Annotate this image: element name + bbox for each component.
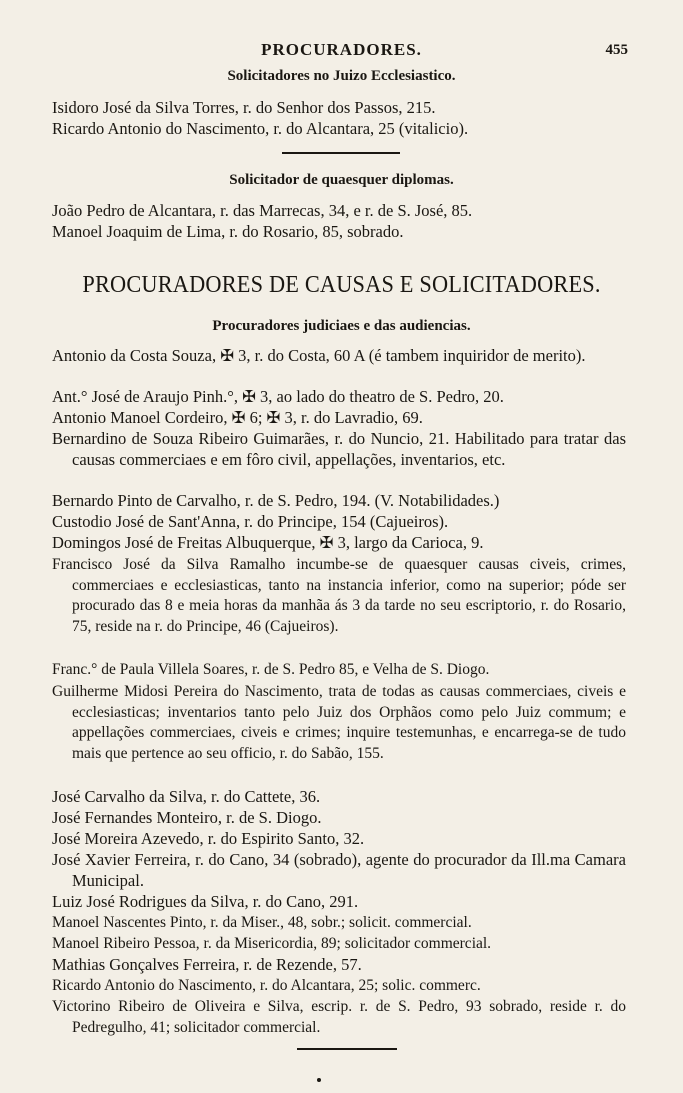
entry: Francisco José da Silva Ramalho incumbe-se de quaesquer causas civeis, crimes, commerciaes e ecclesiasticas, tanto na instancia inferior, como na superior; póde ser procurado das 8 e meia horas da manhãa ás 3 da tarde no seu escriptorio, r. do Rosario, 75, reside na r. do Principe, 46 (Cajueiros). <box>52 556 626 635</box>
divider-rule <box>297 1048 397 1050</box>
ink-mark <box>317 1078 321 1082</box>
entry: Custodio José de Sant'Anna, r. do Principe, 154 (Cajueiros). <box>52 512 449 531</box>
running-title: PROCURADORES. <box>261 40 422 59</box>
entry: Manoel Ribeiro Pessoa, r. da Misericordia, 89; solicitador commercial. <box>52 935 492 952</box>
entry: Antonio da Costa Souza, ✠ 3, r. do Costa, 60 A (é tambem inquiridor de merito). <box>52 346 586 365</box>
entry: Bernardino de Souza Ribeiro Guimarães, r. do Nuncio, 21. Habilitado para tratar das causas commerciaes e em fôro civil, appellações, inventarios, etc. <box>52 429 626 469</box>
entry: Manoel Joaquim de Lima, r. do Rosario, 85, sobrado. <box>52 222 404 241</box>
entry: José Carvalho da Silva, r. do Cattete, 36. <box>52 787 321 806</box>
entry: Antonio Manoel Cordeiro, ✠ 6; ✠ 3, r. do Lavradio, 69. <box>52 408 423 427</box>
entry: José Xavier Ferreira, r. do Cano, 34 (sobrado), agente do procurador da Ill.ma Camara Municipal. <box>52 850 626 890</box>
entry: Ricardo Antonio do Nascimento, r. do Alcantara, 25; solic. commerc. <box>52 977 481 994</box>
entry: Ant.° José de Araujo Pinh.°, ✠ 3, ao lado do theatro de S. Pedro, 20. <box>52 387 504 406</box>
page-number: 455 <box>605 42 628 58</box>
entry: Bernardo Pinto de Carvalho, r. de S. Pedro, 194. (V. Notabilidades.) <box>52 491 500 510</box>
entry: Luiz José Rodrigues da Silva, r. do Cano, 291. <box>52 892 359 911</box>
entry: Guilherme Midosi Pereira do Nascimento, trata de todas as causas commerciaes, civeis e ecclesiasticas; inventarios tanto pelo Juiz dos Orphãos como pelo Juiz commum; e appellações commerciaes, civeis e crimes; inquire testemunhas, e encarrega-se de tudo mais que pertence ao seu officio, r. do Sabão, 155. <box>52 683 626 762</box>
entry: Isidoro José da Silva Torres, r. do Senhor dos Passos, 215. <box>52 98 436 117</box>
section-title-diplomas: Solicitador de quaesquer diplomas. <box>229 172 454 188</box>
section-title-ecclesiastic: Solicitadores no Juizo Ecclesiastico. <box>227 68 456 84</box>
entry: Franc.° de Paula Villela Soares, r. de S. Pedro 85, e Velha de S. Diogo. <box>52 661 490 678</box>
entry: Victorino Ribeiro de Oliveira e Silva, escrip. r. de S. Pedro, 93 sobrado, reside r. do Pedregulho, 41; solicitador commercial. <box>52 998 626 1036</box>
entry: José Fernandes Monteiro, r. de S. Diogo. <box>52 808 322 827</box>
main-section-title: PROCURADORES DE CAUSAS E SOLICITADORES. <box>82 272 601 298</box>
section-title-judicial: Procuradores judiciaes e das audiencias. <box>212 318 471 334</box>
entry: Ricardo Antonio do Nascimento, r. do Alcantara, 25 (vitalicio). <box>52 119 469 138</box>
entry: Mathias Gonçalves Ferreira, r. de Rezende, 57. <box>52 955 362 974</box>
entry: Domingos José de Freitas Albuquerque, ✠ 3, largo da Carioca, 9. <box>52 533 484 552</box>
entry: João Pedro de Alcantara, r. das Marrecas, 34, e r. de S. José, 85. <box>52 201 473 220</box>
entry: José Moreira Azevedo, r. do Espirito Santo, 32. <box>52 829 365 848</box>
entry: Manoel Nascentes Pinto, r. da Miser., 48, sobr.; solicit. commercial. <box>52 914 472 931</box>
divider-rule <box>282 152 400 154</box>
